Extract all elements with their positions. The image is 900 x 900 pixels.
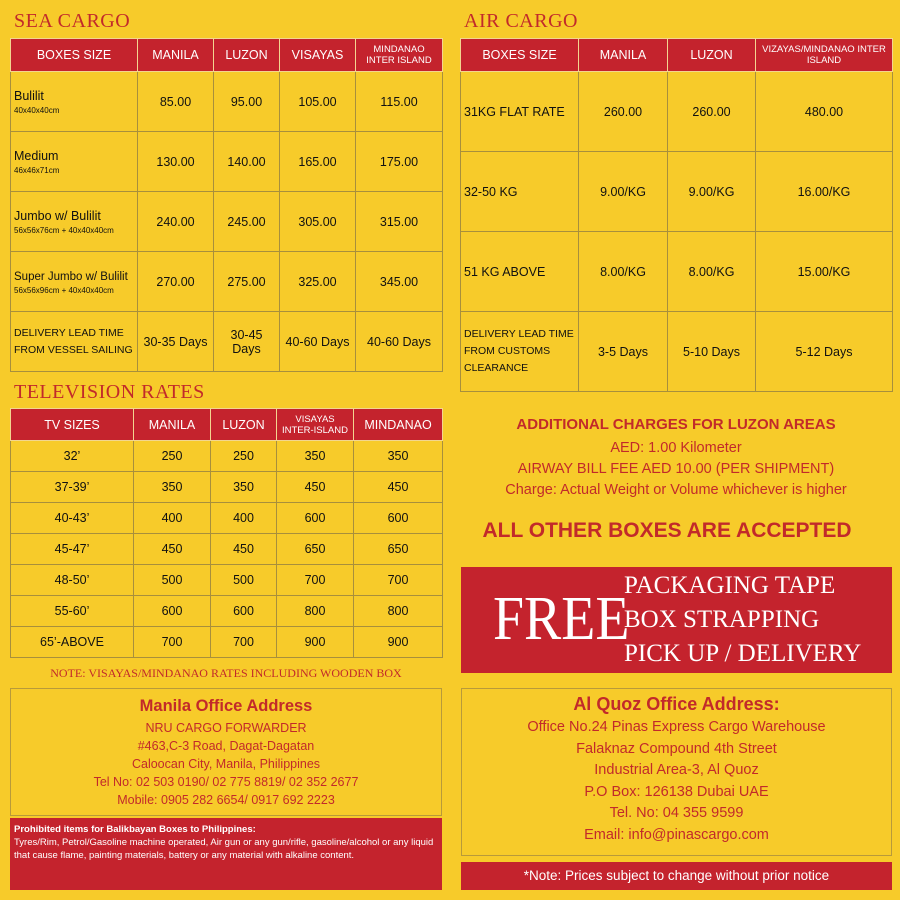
tv-cell: 40-43’	[11, 503, 134, 534]
air-header-luzon: LUZON	[668, 39, 756, 72]
free-banner	[461, 567, 892, 673]
sea-row-label: DELIVERY LEAD TIME FROM VESSEL SAILING	[11, 312, 138, 372]
sea-cell: 30-45 Days	[214, 312, 280, 372]
air-cell: 3-5 Days	[579, 312, 668, 392]
additional-charge-line: AIRWAY BILL FEE AED 10.00 (PER SHIPMENT)	[517, 461, 835, 477]
air-cell: 5-12 Days	[756, 312, 893, 392]
table-row	[11, 565, 443, 596]
tv-cell: 600	[277, 503, 354, 534]
tv-cell: 450	[354, 472, 443, 503]
table-row	[11, 627, 443, 658]
tv-cell: 250	[134, 441, 211, 472]
air-row-label: 32-50 KG	[461, 152, 579, 232]
air-cell: 260.00	[668, 72, 756, 152]
air-cell: 260.00	[579, 72, 668, 152]
air-cell: 5-10 Days	[668, 312, 756, 392]
tv-cell: 65’-ABOVE	[11, 627, 134, 658]
tv-header-manila: MANILA	[134, 409, 211, 441]
additional-charge-line: AED: 1.00 Kilometer	[610, 440, 742, 456]
tv-cell: 350	[211, 472, 277, 503]
sea-cell: 165.00	[280, 132, 356, 192]
air-cell: 480.00	[756, 72, 893, 152]
table-row	[11, 441, 443, 472]
sea-cell: 105.00	[280, 72, 356, 132]
tv-cell: 37-39’	[11, 472, 134, 503]
table-row	[11, 72, 443, 132]
air-row-label: DELIVERY LEAD TIME FROM CUSTOMS CLEARANCE	[461, 312, 579, 392]
sea-cell: 305.00	[280, 192, 356, 252]
table-row	[11, 312, 443, 372]
air-cell: 9.00/KG	[579, 152, 668, 232]
sea-cell: 40-60 Days	[280, 312, 356, 372]
sea-row-label: Super Jumbo w/ Bulilit	[14, 270, 128, 283]
air-cell: 9.00/KG	[668, 152, 756, 232]
price-note: *Note: Prices subject to change without prior notice	[461, 862, 892, 890]
tv-rates-note: NOTE: VISAYAS/MINDANAO RATES INCLUDING WOODEN BOX	[50, 666, 402, 680]
tv-cell: 700	[277, 565, 354, 596]
tv-cell: 600	[211, 596, 277, 627]
air-row-label: 51 KG ABOVE	[461, 232, 579, 312]
tv-cell: 650	[354, 534, 443, 565]
alquoz-office-title: Al Quoz Office Address:	[573, 694, 780, 714]
address-line: Caloocan City, Manila, Philippines	[131, 757, 321, 771]
address-line: Industrial Area-3, Al Quoz	[594, 762, 759, 778]
air-row-label: 31KG FLAT RATE	[461, 72, 579, 152]
table-row	[11, 132, 443, 192]
address-line: Office No.24 Pinas Express Cargo Warehouse	[527, 719, 826, 735]
tv-cell: 500	[211, 565, 277, 596]
address-line: Tel. No: 04 355 9599	[609, 805, 744, 821]
manila-office-lines	[11, 719, 441, 809]
address-line: Tel No: 02 503 0190/ 02 775 8819/ 02 352 2677	[93, 775, 359, 789]
table-row	[11, 596, 443, 627]
additional-charges-lines	[460, 438, 892, 501]
prohibited-title: Prohibited items for Balikbayan Boxes to Philippines:	[14, 824, 256, 835]
air-header-vizayas-mindanao: VIZAYAS/MINDANAO INTER ISLAND	[756, 39, 893, 72]
table-row	[461, 232, 893, 312]
sea-cell: 275.00	[214, 252, 280, 312]
table-row	[11, 472, 443, 503]
tv-cell: 800	[277, 596, 354, 627]
air-cell: 8.00/KG	[668, 232, 756, 312]
air-cargo-title: AIR CARGO	[464, 10, 578, 32]
sea-header-visayas: VISAYAS	[280, 39, 356, 72]
sea-cell: 240.00	[138, 192, 214, 252]
tv-rates-table	[10, 408, 443, 658]
tv-cell: 350	[354, 441, 443, 472]
sea-cell: 315.00	[356, 192, 443, 252]
alquoz-office-box	[461, 688, 892, 856]
air-cell: 16.00/KG	[756, 152, 893, 232]
table-row	[11, 503, 443, 534]
additional-charges-title: ADDITIONAL CHARGES FOR LUZON AREAS	[516, 416, 836, 433]
sea-row-dimensions: 46x46x71cm	[14, 165, 60, 175]
tv-header-mindanao: MINDANAO	[354, 409, 443, 441]
tv-cell: 45-47’	[11, 534, 134, 565]
address-line: NRU CARGO FORWARDER	[145, 721, 307, 735]
tv-cell: 500	[134, 565, 211, 596]
tv-cell: 250	[211, 441, 277, 472]
sea-cell: 30-35 Days	[138, 312, 214, 372]
sea-header-luzon: LUZON	[214, 39, 280, 72]
sea-cell: 85.00	[138, 72, 214, 132]
tv-cell: 700	[354, 565, 443, 596]
sea-cell: 175.00	[356, 132, 443, 192]
sea-row-label: Jumbo w/ Bulilit	[14, 208, 101, 223]
tv-cell: 900	[277, 627, 354, 658]
air-cargo-table	[460, 38, 893, 392]
tv-cell: 600	[354, 503, 443, 534]
tv-cell: 350	[134, 472, 211, 503]
tv-cell: 800	[354, 596, 443, 627]
sea-cell: 115.00	[356, 72, 443, 132]
free-items	[624, 569, 861, 671]
sea-cell: 130.00	[138, 132, 214, 192]
table-row	[461, 312, 893, 392]
tv-rates-title: TELEVISION RATES	[14, 381, 205, 403]
sea-header-mindanao: MINDANAO INTER ISLAND	[356, 39, 443, 72]
tv-cell: 700	[211, 627, 277, 658]
tv-cell: 400	[211, 503, 277, 534]
free-item: PICK UP / DELIVERY	[624, 640, 862, 667]
manila-office-box	[10, 688, 442, 816]
address-line: P.O Box: 126138 Dubai UAE	[584, 783, 769, 800]
free-item: PACKAGING TAPE	[624, 572, 836, 599]
prohibited-box	[10, 818, 442, 890]
air-cell: 8.00/KG	[579, 232, 668, 312]
sea-cell: 345.00	[356, 252, 443, 312]
tv-cell: 48-50’	[11, 565, 134, 596]
table-row	[11, 252, 443, 312]
additional-charge-line: Charge: Actual Weight or Volume whichever is higher	[505, 482, 847, 498]
tv-cell: 700	[134, 627, 211, 658]
sea-header-boxes: BOXES SIZE	[11, 39, 138, 72]
sea-row-dimensions: 56x56x76cm + 40x40x40cm	[14, 225, 114, 235]
table-row	[461, 72, 893, 152]
sea-cell: 245.00	[214, 192, 280, 252]
tv-cell: 32’	[11, 441, 134, 472]
air-header-manila: MANILA	[579, 39, 668, 72]
tv-cell: 55-60’	[11, 596, 134, 627]
tv-cell: 450	[277, 472, 354, 503]
sea-header-manila: MANILA	[138, 39, 214, 72]
tv-cell: 400	[134, 503, 211, 534]
sea-row-dimensions: 40x40x40cm	[14, 105, 60, 115]
sea-cell: 140.00	[214, 132, 280, 192]
sea-row-label: Medium	[14, 148, 59, 163]
all-boxes-accepted: ALL OTHER BOXES ARE ACCEPTED	[482, 519, 852, 542]
tv-cell: 450	[134, 534, 211, 565]
tv-cell: 650	[277, 534, 354, 565]
address-line: Mobile: 0905 282 6654/ 0917 692 2223	[117, 793, 335, 807]
sea-row-label: Bulilit	[14, 88, 44, 103]
tv-cell: 600	[134, 596, 211, 627]
table-row	[461, 152, 893, 232]
tv-header-visayas: VISAYAS INTER-ISLAND	[277, 409, 354, 441]
table-row	[11, 534, 443, 565]
tv-cell: 450	[211, 534, 277, 565]
sea-cargo-table	[10, 38, 443, 372]
air-cell: 15.00/KG	[756, 232, 893, 312]
alquoz-office-lines	[462, 717, 891, 846]
manila-office-title: Manila Office Address	[139, 697, 313, 715]
tv-cell: 900	[354, 627, 443, 658]
free-word: FREE	[493, 585, 630, 653]
tv-cell: 350	[277, 441, 354, 472]
sea-cell: 40-60 Days	[356, 312, 443, 372]
free-item: BOX STRAPPING	[624, 606, 820, 633]
sea-cargo-title: SEA CARGO	[14, 10, 131, 32]
table-row	[11, 192, 443, 252]
email-line: Email: info@pinascargo.com	[584, 826, 769, 843]
air-header-boxes: BOXES SIZE	[461, 39, 579, 72]
address-line: Falaknaz Compound 4th Street	[576, 740, 777, 757]
prohibited-text: Tyres/Rim, Petrol/Gasoline machine operated, Air gun or any gun/rifle, gasoline/alcohol or any liquid that cause flame, painting materials, battery or any material with alkaline content.	[14, 837, 434, 861]
sea-cell: 95.00	[214, 72, 280, 132]
address-line: #463,C-3 Road, Dagat-Dagatan	[137, 739, 315, 753]
sea-row-dimensions: 56x56x96cm + 40x40x40cm	[14, 285, 114, 295]
tv-header-luzon: LUZON	[211, 409, 277, 441]
sea-cell: 325.00	[280, 252, 356, 312]
tv-header-sizes: TV SIZES	[11, 409, 134, 441]
sea-cell: 270.00	[138, 252, 214, 312]
